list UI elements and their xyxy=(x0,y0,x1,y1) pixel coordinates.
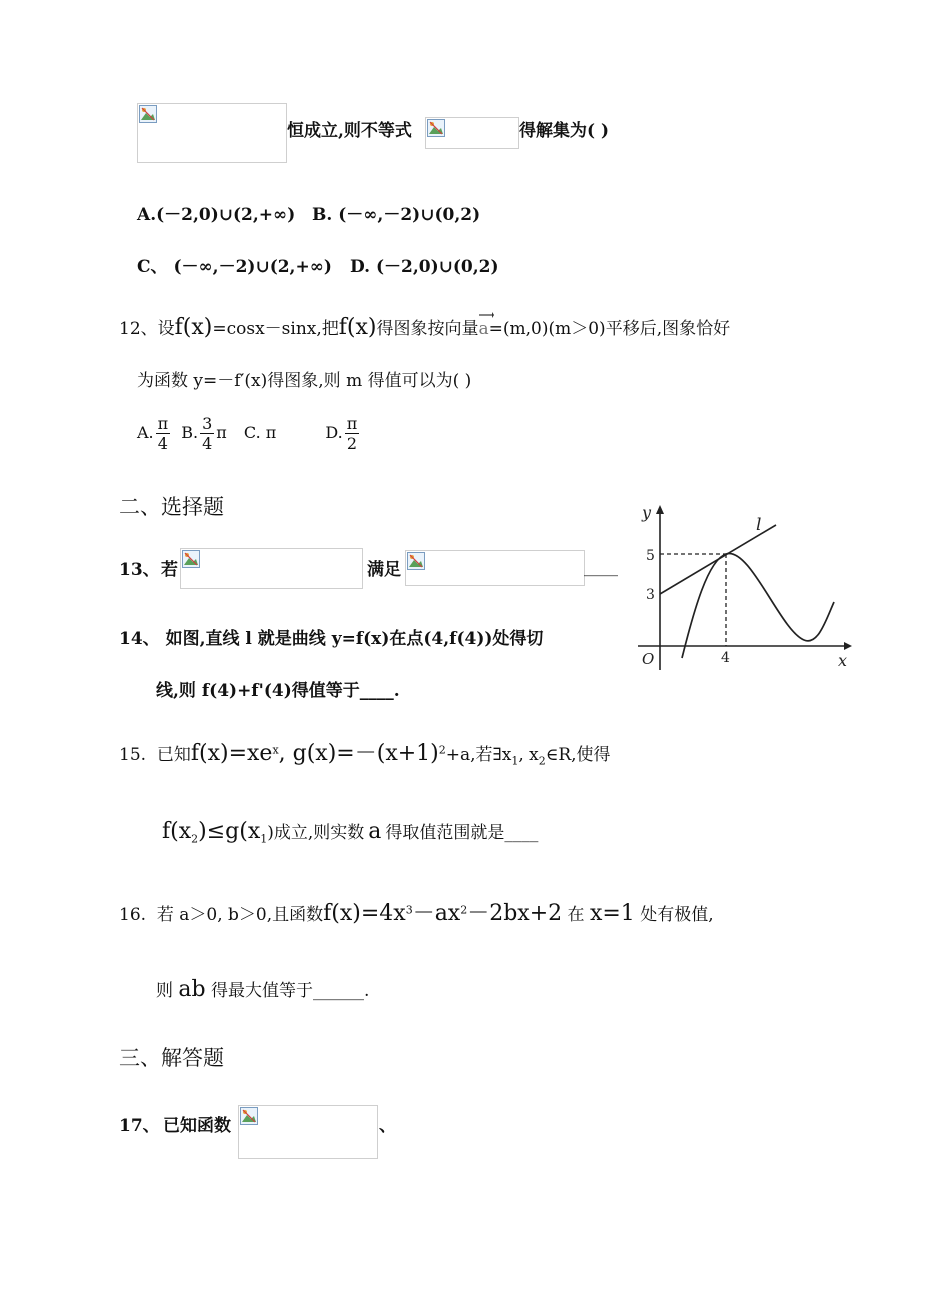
q13-answer-blank: ____ xyxy=(584,557,618,577)
q12-option-b xyxy=(181,414,227,453)
q12-option-b-label: B. xyxy=(181,423,199,442)
broken-image-icon xyxy=(407,552,425,570)
broken-image-icon xyxy=(240,1107,258,1125)
q16-line-1 xyxy=(119,896,714,927)
section-heading-3: 三、解答题 xyxy=(119,1046,224,1070)
q16-tail: 处有极值, xyxy=(640,905,714,925)
q17-text: 已知函数 xyxy=(163,1116,231,1136)
curve-fx xyxy=(682,553,834,658)
q16-line2-pre: 则 xyxy=(156,981,173,1001)
x-axis-label: x xyxy=(838,651,848,670)
q16-x1: x=1 xyxy=(589,901,635,926)
y-axis-arrow-icon xyxy=(656,505,664,514)
q12-number: 12、设 xyxy=(119,319,175,339)
tick-label-5: 5 xyxy=(646,548,655,564)
fraction-pi-over-2 xyxy=(345,414,360,453)
q15-tail: +a,若∃x xyxy=(445,745,512,765)
q16-line2-ab: ab xyxy=(178,977,206,1002)
q16-at: 在 xyxy=(567,905,585,925)
line-l-label: l xyxy=(756,515,762,535)
q11-option-a: A.(－2,0)∪(2,+∞) xyxy=(137,205,296,225)
q15-sub1: 1 xyxy=(511,754,519,768)
q12-options xyxy=(137,414,361,453)
vector-a-label: a xyxy=(478,319,489,339)
q14-line-2: 线,则 f(4)+f'(4)得值等于____. xyxy=(156,681,400,701)
q16-part1: 若 a＞0, b＞0,且函数 xyxy=(156,905,324,925)
q16-line2-tail: 得最大值等于______. xyxy=(211,981,370,1001)
q15-number: 15. xyxy=(119,745,147,765)
q15-line2-end: )成立,则实数 xyxy=(267,823,365,843)
q11-option-b: B. (－∞,－2)∪(0,2) xyxy=(312,205,481,225)
q16-expr3: －2bx+2 xyxy=(467,901,563,926)
q15-f-sup: x xyxy=(272,743,279,757)
fraction-denominator: 4 xyxy=(157,434,168,453)
q12-def: =cosx－sinx,把 xyxy=(212,319,339,339)
q16-sup2: 2 xyxy=(460,903,468,917)
q15-line-1 xyxy=(119,736,611,767)
q15-line2-sub2: 2 xyxy=(191,832,199,846)
fraction-numerator: 3 xyxy=(202,414,213,433)
q12-line-2: 为函数 y=－f′(x)得图象,则 m 得值可以为( ) xyxy=(137,371,472,391)
vector-a xyxy=(479,319,489,339)
q12-line-1 xyxy=(119,314,730,340)
q12-option-c: C. π xyxy=(243,423,277,442)
q12-fx: f(x) xyxy=(174,315,213,340)
q13-condition-image-placeholder xyxy=(405,550,585,586)
q15-tail3: ∈R,使得 xyxy=(545,745,611,765)
q14-line-1: 14、 如图,直线 l 就是曲线 y=f(x)在点(4,f(4))处得切 xyxy=(119,629,544,649)
x-axis-arrow-icon xyxy=(844,642,852,650)
q17-number: 17、 xyxy=(119,1116,160,1136)
q13-manzu: 满足 xyxy=(367,560,401,580)
q13-ruo: 若 xyxy=(161,560,178,580)
fraction-numerator: π xyxy=(157,414,169,433)
broken-image-icon xyxy=(139,105,157,123)
q15-g-sup: 2 xyxy=(438,743,446,757)
fraction-denominator: 2 xyxy=(346,434,358,453)
q16-sup3: 3 xyxy=(405,903,413,917)
q11-option-d: D. (－2,0)∪(0,2) xyxy=(350,257,499,277)
tick-label-4: 4 xyxy=(721,650,730,666)
inequality-image-placeholder xyxy=(425,117,519,149)
q15-line2-mid: )≤g(x xyxy=(198,819,261,844)
q12-option-a-label: A. xyxy=(137,423,154,442)
q12-fx2: f(x) xyxy=(338,315,377,340)
q15-f-expr: f(x)=xe xyxy=(190,741,273,766)
q15-line2-a: a xyxy=(368,819,382,844)
q11-text-2: 得解集为( ) xyxy=(519,121,610,141)
origin-label: O xyxy=(642,650,655,668)
section-heading-2: 二、选择题 xyxy=(119,495,224,519)
vector-arrow-icon xyxy=(478,311,494,319)
fraction-pi-over-4 xyxy=(156,414,171,453)
q16-number: 16. xyxy=(119,905,147,925)
q13-number: 13、 xyxy=(119,560,160,580)
q16-line-2 xyxy=(156,976,369,1002)
q12-option-a xyxy=(137,414,172,453)
fraction-denominator: 4 xyxy=(202,434,213,453)
q12-rest: =(m,0)(m＞0)平移后,图象恰好 xyxy=(488,319,731,339)
q12-option-b-pi: π xyxy=(216,423,227,442)
q16-expr2: －ax xyxy=(412,901,461,926)
y-axis-label: y xyxy=(642,503,652,522)
q15-yizhi: 已知 xyxy=(156,745,191,765)
q12-option-d-label: D. xyxy=(325,423,343,442)
q15-tail2: , x xyxy=(518,745,539,765)
q13-formula-image-placeholder xyxy=(180,548,363,589)
tick-label-3: 3 xyxy=(646,587,655,603)
q15-line-2 xyxy=(162,818,538,845)
fraction-3-over-4 xyxy=(200,414,214,453)
q15-line2-sub1: 1 xyxy=(260,832,268,846)
q17-tail: 、 xyxy=(379,1116,396,1136)
q15-line2-f: f(x xyxy=(162,819,192,844)
tangent-line-figure xyxy=(630,500,855,675)
q15-sub2: 2 xyxy=(538,754,546,768)
q15-g-expr: , g(x)=－(x+1) xyxy=(278,741,439,766)
q12-option-d xyxy=(325,414,361,453)
q11-option-c: C、 (－∞,－2)∪(2,+∞) xyxy=(137,257,332,277)
q17-function-image-placeholder xyxy=(238,1105,378,1159)
q15-line2-tail: 得取值范围就是____ xyxy=(385,823,539,843)
fraction-numerator: π xyxy=(346,414,358,433)
q11-text-1: 恒成立,则不等式 xyxy=(287,121,412,141)
q16-expr: f(x)=4x xyxy=(323,901,406,926)
broken-image-icon xyxy=(182,550,200,568)
broken-image-icon xyxy=(427,119,445,137)
q12-mid: 得图象按向量 xyxy=(376,319,479,339)
formula-image-placeholder xyxy=(137,103,287,163)
